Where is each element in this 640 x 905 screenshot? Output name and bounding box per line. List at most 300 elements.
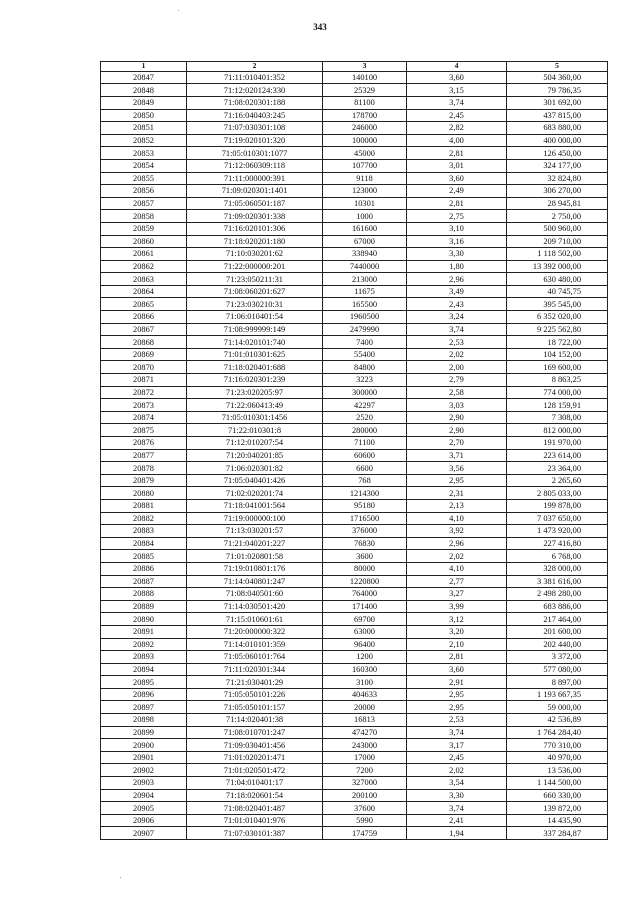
table-row — [101, 197, 608, 210]
row-number-cell: 20897 — [101, 701, 187, 714]
row-number-cell: 20869 — [101, 348, 187, 361]
row-number-cell: 20868 — [101, 336, 187, 349]
rate-cell: 2,95 — [407, 474, 507, 487]
table-row — [101, 600, 608, 613]
table-row — [101, 248, 608, 261]
value-cell: 1 473 920,00 — [507, 525, 608, 538]
rate-cell: 2,45 — [407, 109, 507, 122]
area-cell: 161600 — [323, 222, 407, 235]
table-row — [101, 437, 608, 450]
rate-cell: 2,90 — [407, 411, 507, 424]
value-cell: 223 614,00 — [507, 449, 608, 462]
table-row — [101, 651, 608, 664]
value-cell: 630 480,00 — [507, 273, 608, 286]
rate-cell: 2,02 — [407, 550, 507, 563]
cadastral-number-cell: 71:18:020201:180 — [187, 235, 323, 248]
cadastral-number-cell: 71:05:040401:426 — [187, 474, 323, 487]
table-row — [101, 386, 608, 399]
cadastral-number-cell: 71:22:000000:201 — [187, 260, 323, 273]
row-number-cell: 20899 — [101, 726, 187, 739]
cadastral-number-cell: 71:19:010801:176 — [187, 562, 323, 575]
area-cell: 7200 — [323, 764, 407, 777]
cadastral-number-cell: 71:02:020201:74 — [187, 487, 323, 500]
row-number-cell: 20854 — [101, 159, 187, 172]
table-row — [101, 638, 608, 651]
table-row — [101, 210, 608, 223]
row-number-cell: 20907 — [101, 827, 187, 840]
value-cell: 812 000,00 — [507, 424, 608, 437]
table-row — [101, 512, 608, 525]
area-cell: 200100 — [323, 789, 407, 802]
value-cell: 500 960,00 — [507, 222, 608, 235]
value-cell: 328 000,00 — [507, 562, 608, 575]
row-number-cell: 20880 — [101, 487, 187, 500]
table-row — [101, 550, 608, 563]
area-cell: 37600 — [323, 802, 407, 815]
value-cell: 2 498 280,00 — [507, 588, 608, 601]
rate-cell: 3,20 — [407, 625, 507, 638]
rate-cell: 3,17 — [407, 739, 507, 752]
value-cell: 201 600,00 — [507, 625, 608, 638]
value-cell: 23 364,00 — [507, 462, 608, 475]
value-cell: 191 970,00 — [507, 437, 608, 450]
row-number-cell: 20888 — [101, 588, 187, 601]
area-cell: 174759 — [323, 827, 407, 840]
cadastral-number-cell: 71:23:020205:97 — [187, 386, 323, 399]
area-cell: 243000 — [323, 739, 407, 752]
table-row — [101, 814, 608, 827]
rate-cell: 3,30 — [407, 789, 507, 802]
row-number-cell: 20871 — [101, 374, 187, 387]
row-number-cell: 20849 — [101, 96, 187, 109]
row-number-cell: 20852 — [101, 134, 187, 147]
cadastral-number-cell: 71:09:020301:338 — [187, 210, 323, 223]
column-header-5: 5 — [507, 62, 608, 72]
row-number-cell: 20906 — [101, 814, 187, 827]
area-cell: 17000 — [323, 751, 407, 764]
value-cell: 40 745,75 — [507, 285, 608, 298]
cadastral-number-cell: 71:22:010301:8 — [187, 424, 323, 437]
table-row — [101, 474, 608, 487]
area-cell: 280000 — [323, 424, 407, 437]
value-cell: 79 786,35 — [507, 84, 608, 97]
cadastral-number-cell: 71:05:050101:226 — [187, 688, 323, 701]
value-cell: 28 945,81 — [507, 197, 608, 210]
row-number-cell: 20890 — [101, 613, 187, 626]
table-body — [101, 71, 608, 839]
table-row — [101, 323, 608, 336]
value-cell: 126 450,00 — [507, 147, 608, 160]
rate-cell: 2,96 — [407, 537, 507, 550]
scan-speck — [120, 877, 121, 878]
area-cell: 3600 — [323, 550, 407, 563]
table-row — [101, 424, 608, 437]
area-cell: 474270 — [323, 726, 407, 739]
value-cell: 202 440,00 — [507, 638, 608, 651]
rate-cell: 3,71 — [407, 449, 507, 462]
value-cell: 577 080,00 — [507, 663, 608, 676]
cadastral-number-cell: 71:01:010401:976 — [187, 814, 323, 827]
rate-cell: 4,10 — [407, 562, 507, 575]
table-row — [101, 739, 608, 752]
value-cell: 42 536,89 — [507, 714, 608, 727]
rate-cell: 4,10 — [407, 512, 507, 525]
rate-cell: 3,74 — [407, 726, 507, 739]
table-row — [101, 336, 608, 349]
area-cell: 7440000 — [323, 260, 407, 273]
area-cell: 95180 — [323, 499, 407, 512]
area-cell: 45000 — [323, 147, 407, 160]
area-cell: 5990 — [323, 814, 407, 827]
value-cell: 9 225 562,80 — [507, 323, 608, 336]
row-number-cell: 20870 — [101, 361, 187, 374]
row-number-cell: 20891 — [101, 625, 187, 638]
area-cell: 764000 — [323, 588, 407, 601]
cadastral-number-cell: 71:16:020101:306 — [187, 222, 323, 235]
rate-cell: 2,95 — [407, 701, 507, 714]
row-number-cell: 20898 — [101, 714, 187, 727]
rate-cell: 2,77 — [407, 575, 507, 588]
cadastral-number-cell: 71:05:010301:1077 — [187, 147, 323, 160]
table-row — [101, 714, 608, 727]
cadastral-number-cell: 71:11:010401:352 — [187, 71, 323, 84]
row-number-cell: 20882 — [101, 512, 187, 525]
rate-cell: 3,01 — [407, 159, 507, 172]
area-cell: 1960500 — [323, 311, 407, 324]
value-cell: 3 381 616,00 — [507, 575, 608, 588]
value-cell: 395 545,00 — [507, 298, 608, 311]
rate-cell: 3,27 — [407, 588, 507, 601]
value-cell: 199 878,00 — [507, 499, 608, 512]
column-header-4: 4 — [407, 62, 507, 72]
row-number-cell: 20904 — [101, 789, 187, 802]
table-row — [101, 285, 608, 298]
area-cell: 67000 — [323, 235, 407, 248]
rate-cell: 2,81 — [407, 147, 507, 160]
table-row — [101, 260, 608, 273]
cadastral-number-cell: 71:08:060201:627 — [187, 285, 323, 298]
cadastral-number-cell: 71:05:060501:187 — [187, 197, 323, 210]
area-cell: 1214300 — [323, 487, 407, 500]
row-number-cell: 20887 — [101, 575, 187, 588]
value-cell: 324 177,00 — [507, 159, 608, 172]
row-number-cell: 20847 — [101, 71, 187, 84]
table-row — [101, 802, 608, 815]
cadastral-number-cell: 71:08:040501:60 — [187, 588, 323, 601]
cadastral-number-cell: 71:12:010207:54 — [187, 437, 323, 450]
rate-cell: 3,60 — [407, 71, 507, 84]
rate-cell: 2,82 — [407, 122, 507, 135]
page-number: 343 — [313, 22, 327, 32]
rate-cell: 3,60 — [407, 172, 507, 185]
cadastral-number-cell: 71:14:020101:740 — [187, 336, 323, 349]
value-cell: 3 372,00 — [507, 651, 608, 664]
area-cell: 25329 — [323, 84, 407, 97]
table-row — [101, 789, 608, 802]
table-row — [101, 185, 608, 198]
row-number-cell: 20901 — [101, 751, 187, 764]
value-cell: 14 435,90 — [507, 814, 608, 827]
rate-cell: 3,54 — [407, 777, 507, 790]
row-number-cell: 20851 — [101, 122, 187, 135]
row-number-cell: 20857 — [101, 197, 187, 210]
table-row — [101, 109, 608, 122]
value-cell: 437 815,00 — [507, 109, 608, 122]
row-number-cell: 20866 — [101, 311, 187, 324]
area-cell: 213000 — [323, 273, 407, 286]
area-cell: 42297 — [323, 399, 407, 412]
rate-cell: 3,60 — [407, 663, 507, 676]
rate-cell: 3,03 — [407, 399, 507, 412]
table-row — [101, 487, 608, 500]
row-number-cell: 20865 — [101, 298, 187, 311]
table-row — [101, 462, 608, 475]
cadastral-number-cell: 71:18:020401:688 — [187, 361, 323, 374]
value-cell: 40 970,00 — [507, 751, 608, 764]
row-number-cell: 20850 — [101, 109, 187, 122]
rate-cell: 3,12 — [407, 613, 507, 626]
column-header-3: 3 — [323, 62, 407, 72]
rate-cell: 2,96 — [407, 273, 507, 286]
table-row — [101, 449, 608, 462]
area-cell: 60600 — [323, 449, 407, 462]
row-number-cell: 20872 — [101, 386, 187, 399]
cadastral-number-cell: 71:06:020301:82 — [187, 462, 323, 475]
area-cell: 165500 — [323, 298, 407, 311]
row-number-cell: 20859 — [101, 222, 187, 235]
table-row — [101, 663, 608, 676]
table-row — [101, 172, 608, 185]
cadastral-number-cell: 71:14:010101:359 — [187, 638, 323, 651]
rate-cell: 2,70 — [407, 437, 507, 450]
cadastral-number-cell: 71:21:030401:29 — [187, 676, 323, 689]
rate-cell: 2,81 — [407, 197, 507, 210]
area-cell: 80000 — [323, 562, 407, 575]
rate-cell: 3,74 — [407, 802, 507, 815]
value-cell: 139 872,00 — [507, 802, 608, 815]
area-cell: 404633 — [323, 688, 407, 701]
cadastral-number-cell: 71:09:020301:1401 — [187, 185, 323, 198]
row-number-cell: 20875 — [101, 424, 187, 437]
rate-cell: 3,49 — [407, 285, 507, 298]
row-number-cell: 20884 — [101, 537, 187, 550]
row-number-cell: 20877 — [101, 449, 187, 462]
cadastral-number-cell: 71:20:000000:322 — [187, 625, 323, 638]
table-row — [101, 726, 608, 739]
value-cell: 8 863,25 — [507, 374, 608, 387]
row-number-cell: 20861 — [101, 248, 187, 261]
area-cell: 1220800 — [323, 575, 407, 588]
value-cell: 217 464,00 — [507, 613, 608, 626]
row-number-cell: 20867 — [101, 323, 187, 336]
area-cell: 6600 — [323, 462, 407, 475]
value-cell: 128 159,91 — [507, 399, 608, 412]
cadastral-number-cell: 71:08:999999:149 — [187, 323, 323, 336]
rate-cell: 2,53 — [407, 714, 507, 727]
table-row — [101, 688, 608, 701]
table-row — [101, 499, 608, 512]
row-number-cell: 20903 — [101, 777, 187, 790]
rate-cell: 2,41 — [407, 814, 507, 827]
cadastral-number-cell: 71:19:020101:320 — [187, 134, 323, 147]
rate-cell: 3,99 — [407, 600, 507, 613]
row-number-cell: 20848 — [101, 84, 187, 97]
row-number-cell: 20853 — [101, 147, 187, 160]
row-number-cell: 20894 — [101, 663, 187, 676]
area-cell: 123000 — [323, 185, 407, 198]
table-row — [101, 588, 608, 601]
cadastral-number-cell: 71:07:030101:387 — [187, 827, 323, 840]
value-cell: 770 310,00 — [507, 739, 608, 752]
area-cell: 20000 — [323, 701, 407, 714]
cadastral-number-cell: 71:10:030201:62 — [187, 248, 323, 261]
column-header-2: 2 — [187, 62, 323, 72]
rate-cell: 2,10 — [407, 638, 507, 651]
value-cell: 774 000,00 — [507, 386, 608, 399]
table-row — [101, 701, 608, 714]
row-number-cell: 20896 — [101, 688, 187, 701]
row-number-cell: 20873 — [101, 399, 187, 412]
area-cell: 11675 — [323, 285, 407, 298]
area-cell: 16813 — [323, 714, 407, 727]
area-cell: 7400 — [323, 336, 407, 349]
table-row — [101, 348, 608, 361]
value-cell: 209 710,00 — [507, 235, 608, 248]
row-number-cell: 20889 — [101, 600, 187, 613]
value-cell: 7 308,00 — [507, 411, 608, 424]
area-cell: 71100 — [323, 437, 407, 450]
area-cell: 1716500 — [323, 512, 407, 525]
rate-cell: 3,16 — [407, 235, 507, 248]
table-row — [101, 777, 608, 790]
table-row — [101, 751, 608, 764]
rate-cell: 1,94 — [407, 827, 507, 840]
table-row — [101, 562, 608, 575]
cadastral-number-cell: 71:15:010601:61 — [187, 613, 323, 626]
area-cell: 2520 — [323, 411, 407, 424]
value-cell: 2 805 033,00 — [507, 487, 608, 500]
area-cell: 171400 — [323, 600, 407, 613]
table-row — [101, 374, 608, 387]
area-cell: 338940 — [323, 248, 407, 261]
cadastral-value-table — [100, 61, 608, 840]
value-cell: 1 144 500,00 — [507, 777, 608, 790]
cadastral-number-cell: 71:14:030501:420 — [187, 600, 323, 613]
rate-cell: 2,43 — [407, 298, 507, 311]
table-row — [101, 273, 608, 286]
rate-cell: 2,95 — [407, 688, 507, 701]
rate-cell: 4,00 — [407, 134, 507, 147]
cadastral-number-cell: 71:01:020501:472 — [187, 764, 323, 777]
table-row — [101, 361, 608, 374]
cadastral-number-cell: 71:16:020301:239 — [187, 374, 323, 387]
row-number-cell: 20878 — [101, 462, 187, 475]
value-cell: 32 824,80 — [507, 172, 608, 185]
value-cell: 400 000,00 — [507, 134, 608, 147]
row-number-cell: 20900 — [101, 739, 187, 752]
table-row — [101, 71, 608, 84]
rate-cell: 2,13 — [407, 499, 507, 512]
area-cell: 96400 — [323, 638, 407, 651]
value-cell: 7 037 650,00 — [507, 512, 608, 525]
column-header-1: 1 — [101, 62, 187, 72]
cadastral-number-cell: 71:19:000000:100 — [187, 512, 323, 525]
table-row — [101, 613, 608, 626]
table-row — [101, 525, 608, 538]
area-cell: 160300 — [323, 663, 407, 676]
area-cell: 1000 — [323, 210, 407, 223]
value-cell: 1 118 502,00 — [507, 248, 608, 261]
table-row — [101, 134, 608, 147]
rate-cell: 3,92 — [407, 525, 507, 538]
cadastral-number-cell: 71:21:040201:227 — [187, 537, 323, 550]
cadastral-number-cell: 71:11:000000:391 — [187, 172, 323, 185]
row-number-cell: 20905 — [101, 802, 187, 815]
area-cell: 55400 — [323, 348, 407, 361]
row-number-cell: 20886 — [101, 562, 187, 575]
table-row — [101, 399, 608, 412]
row-number-cell: 20864 — [101, 285, 187, 298]
cadastral-number-cell: 71:14:040801:247 — [187, 575, 323, 588]
value-cell: 1 193 667,35 — [507, 688, 608, 701]
row-number-cell: 20862 — [101, 260, 187, 273]
cadastral-number-cell: 71:06:010401:54 — [187, 311, 323, 324]
area-cell: 69700 — [323, 613, 407, 626]
cadastral-number-cell: 71:22:060413:49 — [187, 399, 323, 412]
area-cell: 63000 — [323, 625, 407, 638]
rate-cell: 3,24 — [407, 311, 507, 324]
rate-cell: 2,58 — [407, 386, 507, 399]
rate-cell: 3,74 — [407, 96, 507, 109]
row-number-cell: 20874 — [101, 411, 187, 424]
row-number-cell: 20892 — [101, 638, 187, 651]
table-row — [101, 222, 608, 235]
cadastral-number-cell: 71:13:030201:57 — [187, 525, 323, 538]
rate-cell: 2,02 — [407, 764, 507, 777]
cadastral-number-cell: 71:20:040201:85 — [187, 449, 323, 462]
rate-cell: 2,91 — [407, 676, 507, 689]
area-cell: 76830 — [323, 537, 407, 550]
cadastral-number-cell: 71:01:020801:58 — [187, 550, 323, 563]
area-cell: 100000 — [323, 134, 407, 147]
value-cell: 504 360,00 — [507, 71, 608, 84]
row-number-cell: 20855 — [101, 172, 187, 185]
area-cell: 9118 — [323, 172, 407, 185]
cadastral-number-cell: 71:18:020601:54 — [187, 789, 323, 802]
table-row — [101, 311, 608, 324]
rate-cell: 2,53 — [407, 336, 507, 349]
value-cell: 169 600,00 — [507, 361, 608, 374]
row-number-cell: 20860 — [101, 235, 187, 248]
value-cell: 13 392 000,00 — [507, 260, 608, 273]
value-cell: 2 750,00 — [507, 210, 608, 223]
value-cell: 683 880,00 — [507, 122, 608, 135]
value-cell: 59 000,00 — [507, 701, 608, 714]
cadastral-number-cell: 71:23:050211:31 — [187, 273, 323, 286]
value-cell: 301 692,00 — [507, 96, 608, 109]
cadastral-number-cell: 71:04:010401:17 — [187, 777, 323, 790]
value-cell: 6 768,00 — [507, 550, 608, 563]
row-number-cell: 20881 — [101, 499, 187, 512]
row-number-cell: 20863 — [101, 273, 187, 286]
cadastral-number-cell: 71:12:060309:118 — [187, 159, 323, 172]
row-number-cell: 20879 — [101, 474, 187, 487]
area-cell: 300000 — [323, 386, 407, 399]
rate-cell: 2,00 — [407, 361, 507, 374]
rate-cell: 2,02 — [407, 348, 507, 361]
table-row — [101, 764, 608, 777]
row-number-cell: 20858 — [101, 210, 187, 223]
